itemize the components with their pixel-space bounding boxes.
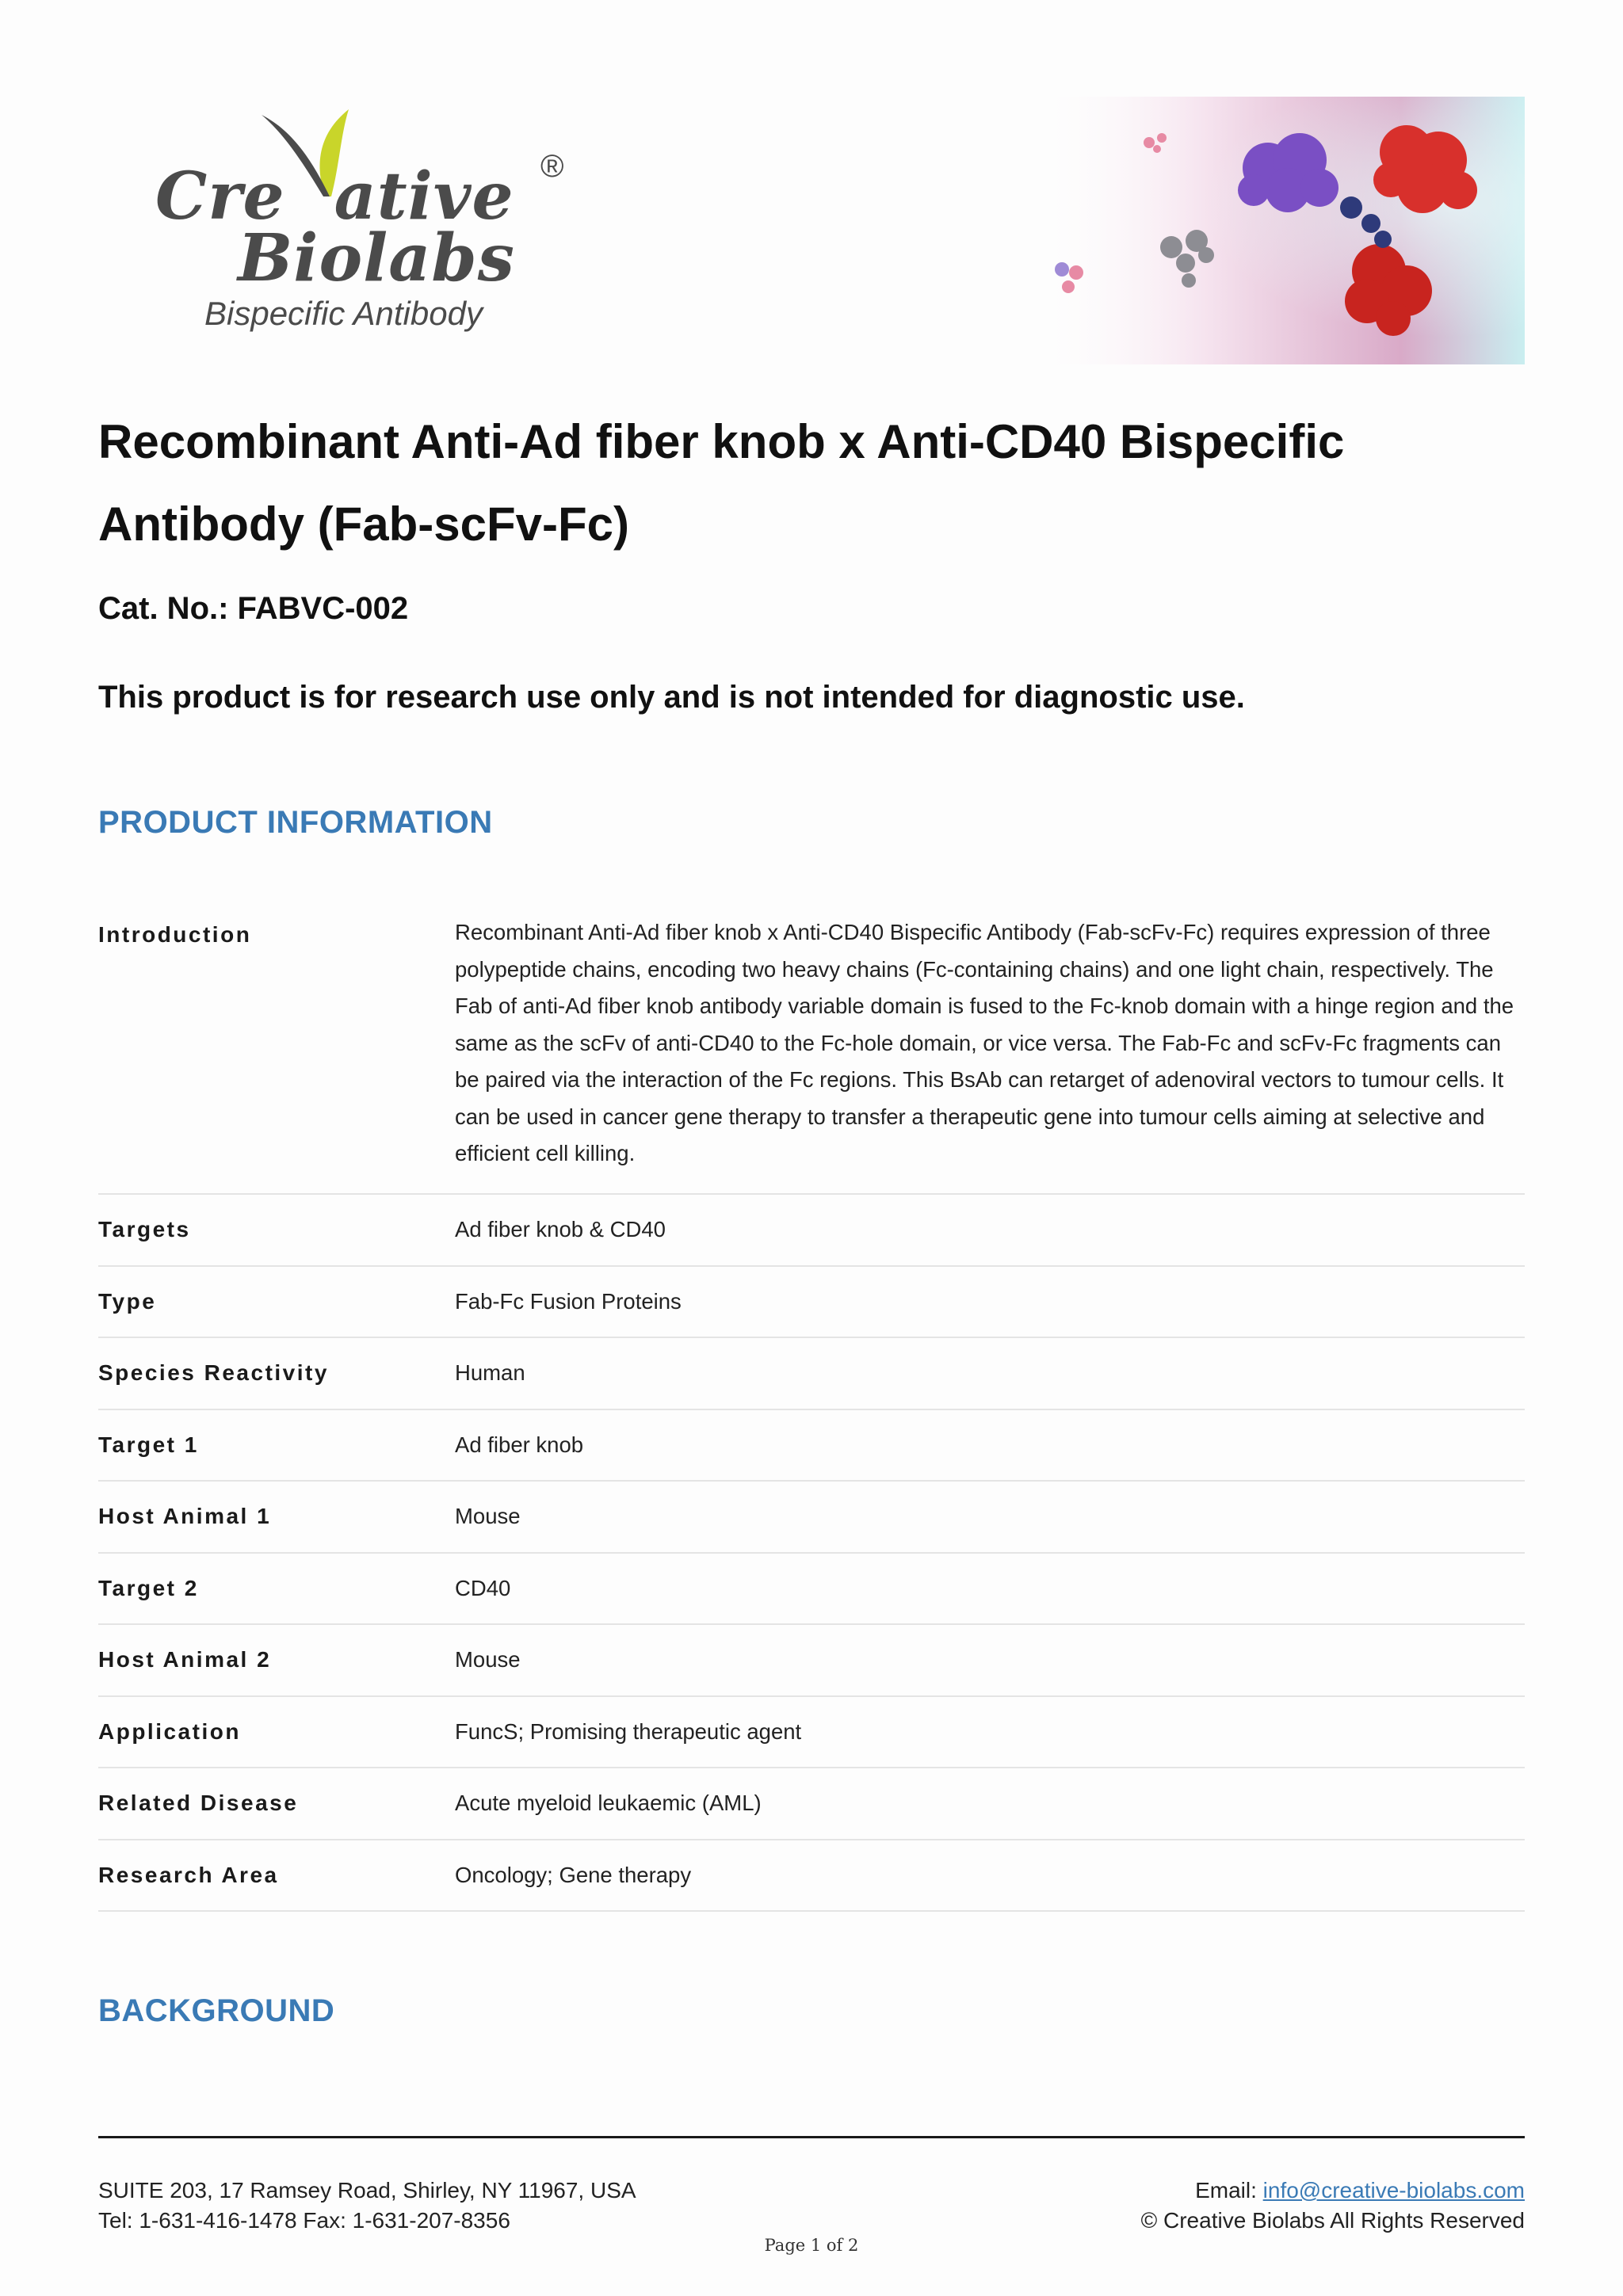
table-row <box>98 1554 1525 1626</box>
row-value: Mouse <box>455 1504 521 1529</box>
row-label: Species Reactivity <box>98 1360 329 1386</box>
product-info-table <box>98 913 1525 1912</box>
antibody-banner-image <box>1030 97 1525 364</box>
product-title: Recombinant Anti-Ad fiber knob x Anti-CD40 Bispecific Antibody (Fab-scFv-Fc) <box>98 415 1345 551</box>
footer-copyright: © Creative Biolabs All Rights Reserved <box>1140 2208 1525 2233</box>
logo-line2: Biolabs <box>238 220 515 296</box>
product-information-heading: PRODUCT INFORMATION <box>98 805 493 840</box>
row-value: CD40 <box>455 1575 511 1600</box>
footer-phone: Tel: 1-631-416-1478 Fax: 1-631-207-8356 <box>98 2208 510 2233</box>
table-row <box>98 913 1525 1195</box>
background-heading: BACKGROUND <box>98 1993 335 2028</box>
row-value: Mouse <box>455 1647 521 1672</box>
row-value: Ad fiber knob & CD40 <box>455 1217 666 1242</box>
table-row <box>98 1625 1525 1697</box>
company-logo <box>151 103 594 357</box>
row-label: Research Area <box>98 1862 279 1887</box>
table-row <box>98 1840 1525 1913</box>
footer-divider <box>98 2136 1525 2138</box>
row-value: FuncS; Promising therapeutic agent <box>455 1718 802 1744</box>
table-row <box>98 1195 1525 1267</box>
footer-contact-block <box>1141 2176 1525 2236</box>
row-label: Related Disease <box>98 1791 299 1816</box>
email-link[interactable]: info@creative-biolabs.com <box>1262 2178 1525 2203</box>
row-label: Targets <box>98 1217 191 1242</box>
table-row <box>98 1768 1525 1840</box>
row-value: Human <box>455 1360 525 1386</box>
row-value: Recombinant Anti-Ad fiber knob x Anti-CD40 Bispecific Antibody (Fab-scFv-Fc) requires expression of three polypeptide chains, encoding two heavy chains (Fc-containing chains) and one light chain, respectively. The Fab of anti-Ad fiber knob antibody variable domain is fused to the Fc-knob domain with a hinge region and the same as the scFv of anti-CD40 to the Fc-hole domain, or vice versa. The Fab-Fc and scFv-Fc fragments can be paired via the interaction of the Fc regions. This BsAb can retarget of adenoviral vectors to tumour cells. It can be used in cancer gene therapy to transfer a therapeutic gene into tumour cells aiming at selective and efficient cell killing. <box>455 920 1514 1165</box>
row-label: Application <box>98 1718 241 1744</box>
table-row <box>98 1697 1525 1769</box>
table-row <box>98 1410 1525 1482</box>
table-row <box>98 1482 1525 1554</box>
email-label: Email: <box>1195 2178 1263 2203</box>
row-value: Fab-Fc Fusion Proteins <box>455 1288 682 1314</box>
footer-address-block <box>98 2176 636 2236</box>
registered-mark: ® <box>540 149 564 184</box>
catalog-number: Cat. No.: FABVC-002 <box>98 591 409 626</box>
row-label: Host Animal 1 <box>98 1504 272 1529</box>
row-label: Host Animal 2 <box>98 1647 272 1672</box>
page-number: Page 1 of 2 <box>764 2236 859 2255</box>
row-label: Target 1 <box>98 1432 199 1457</box>
row-value: Oncology; Gene therapy <box>455 1862 692 1887</box>
row-label: Type <box>98 1288 157 1314</box>
row-label: Target 2 <box>98 1575 199 1600</box>
row-label: Introduction <box>98 922 252 947</box>
table-row <box>98 1267 1525 1339</box>
row-value: Ad fiber knob <box>455 1432 584 1457</box>
row-value: Acute myeloid leukaemic (AML) <box>455 1791 762 1816</box>
table-row <box>98 1338 1525 1410</box>
footer-address: SUITE 203, 17 Ramsey Road, Shirley, NY 11967, USA <box>98 2178 636 2203</box>
logo-subtitle: Bispecific Antibody <box>204 295 483 332</box>
research-use-notice: This product is for research use only and is not intended for diagnostic use. <box>98 680 1245 715</box>
footer-email-line <box>1141 2176 1525 2206</box>
logo-line1: Cre ative <box>155 158 514 235</box>
